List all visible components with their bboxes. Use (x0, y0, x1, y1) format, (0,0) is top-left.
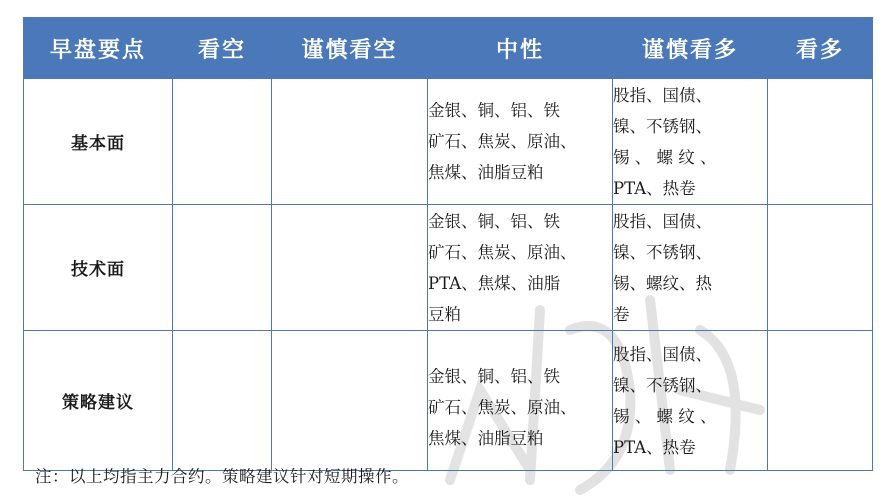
header-bullish: 看多 (768, 18, 873, 79)
table-row (24, 79, 873, 205)
header-cautious-bullish: 谨慎看多 (613, 18, 768, 79)
table-row (24, 205, 873, 331)
cell-cautious-bullish: 股指、国债、 镍、不锈钢、 锡 、 螺 纹 、 PTA、热卷 (613, 79, 768, 205)
header-bearish: 看空 (173, 18, 272, 79)
market-outlook-table (23, 17, 873, 471)
header-neutral: 中性 (428, 18, 613, 79)
row-label-technicals: 技术面 (24, 205, 173, 331)
cell-bearish (173, 331, 272, 471)
cell-bullish (768, 205, 873, 331)
cell-cautious-bullish: 股指、国债、 镍、不锈钢、 锡 、 螺 纹 、 PTA、热卷 (613, 331, 768, 471)
footnote: 注：以上均指主力合约。策略建议针对短期操作。 (35, 467, 409, 486)
table-row (24, 331, 873, 471)
cell-bearish (173, 205, 272, 331)
cell-cautious-bearish (272, 79, 428, 205)
cell-neutral: 金银、铜、铝、铁 矿石、焦炭、原油、 PTA、焦煤、油脂 豆粕 (428, 205, 613, 331)
table-header-row (24, 18, 873, 79)
row-label-fundamentals: 基本面 (24, 79, 173, 205)
header-cautious-bearish: 谨慎看空 (272, 18, 428, 79)
cell-bullish (768, 79, 873, 205)
header-morning-points: 早盘要点 (24, 18, 173, 79)
cell-bullish (768, 331, 873, 471)
cell-cautious-bearish (272, 205, 428, 331)
cell-bearish (173, 79, 272, 205)
row-label-strategy: 策略建议 (24, 331, 173, 471)
cell-cautious-bullish: 股指、国债、 镍、不锈钢、 锡、螺纹、热 卷 (613, 205, 768, 331)
cell-neutral: 金银、铜、铝、铁 矿石、焦炭、原油、 焦煤、油脂豆粕 (428, 331, 613, 471)
cell-cautious-bearish (272, 331, 428, 471)
cell-neutral: 金银、铜、铝、铁 矿石、焦炭、原油、 焦煤、油脂豆粕 (428, 79, 613, 205)
